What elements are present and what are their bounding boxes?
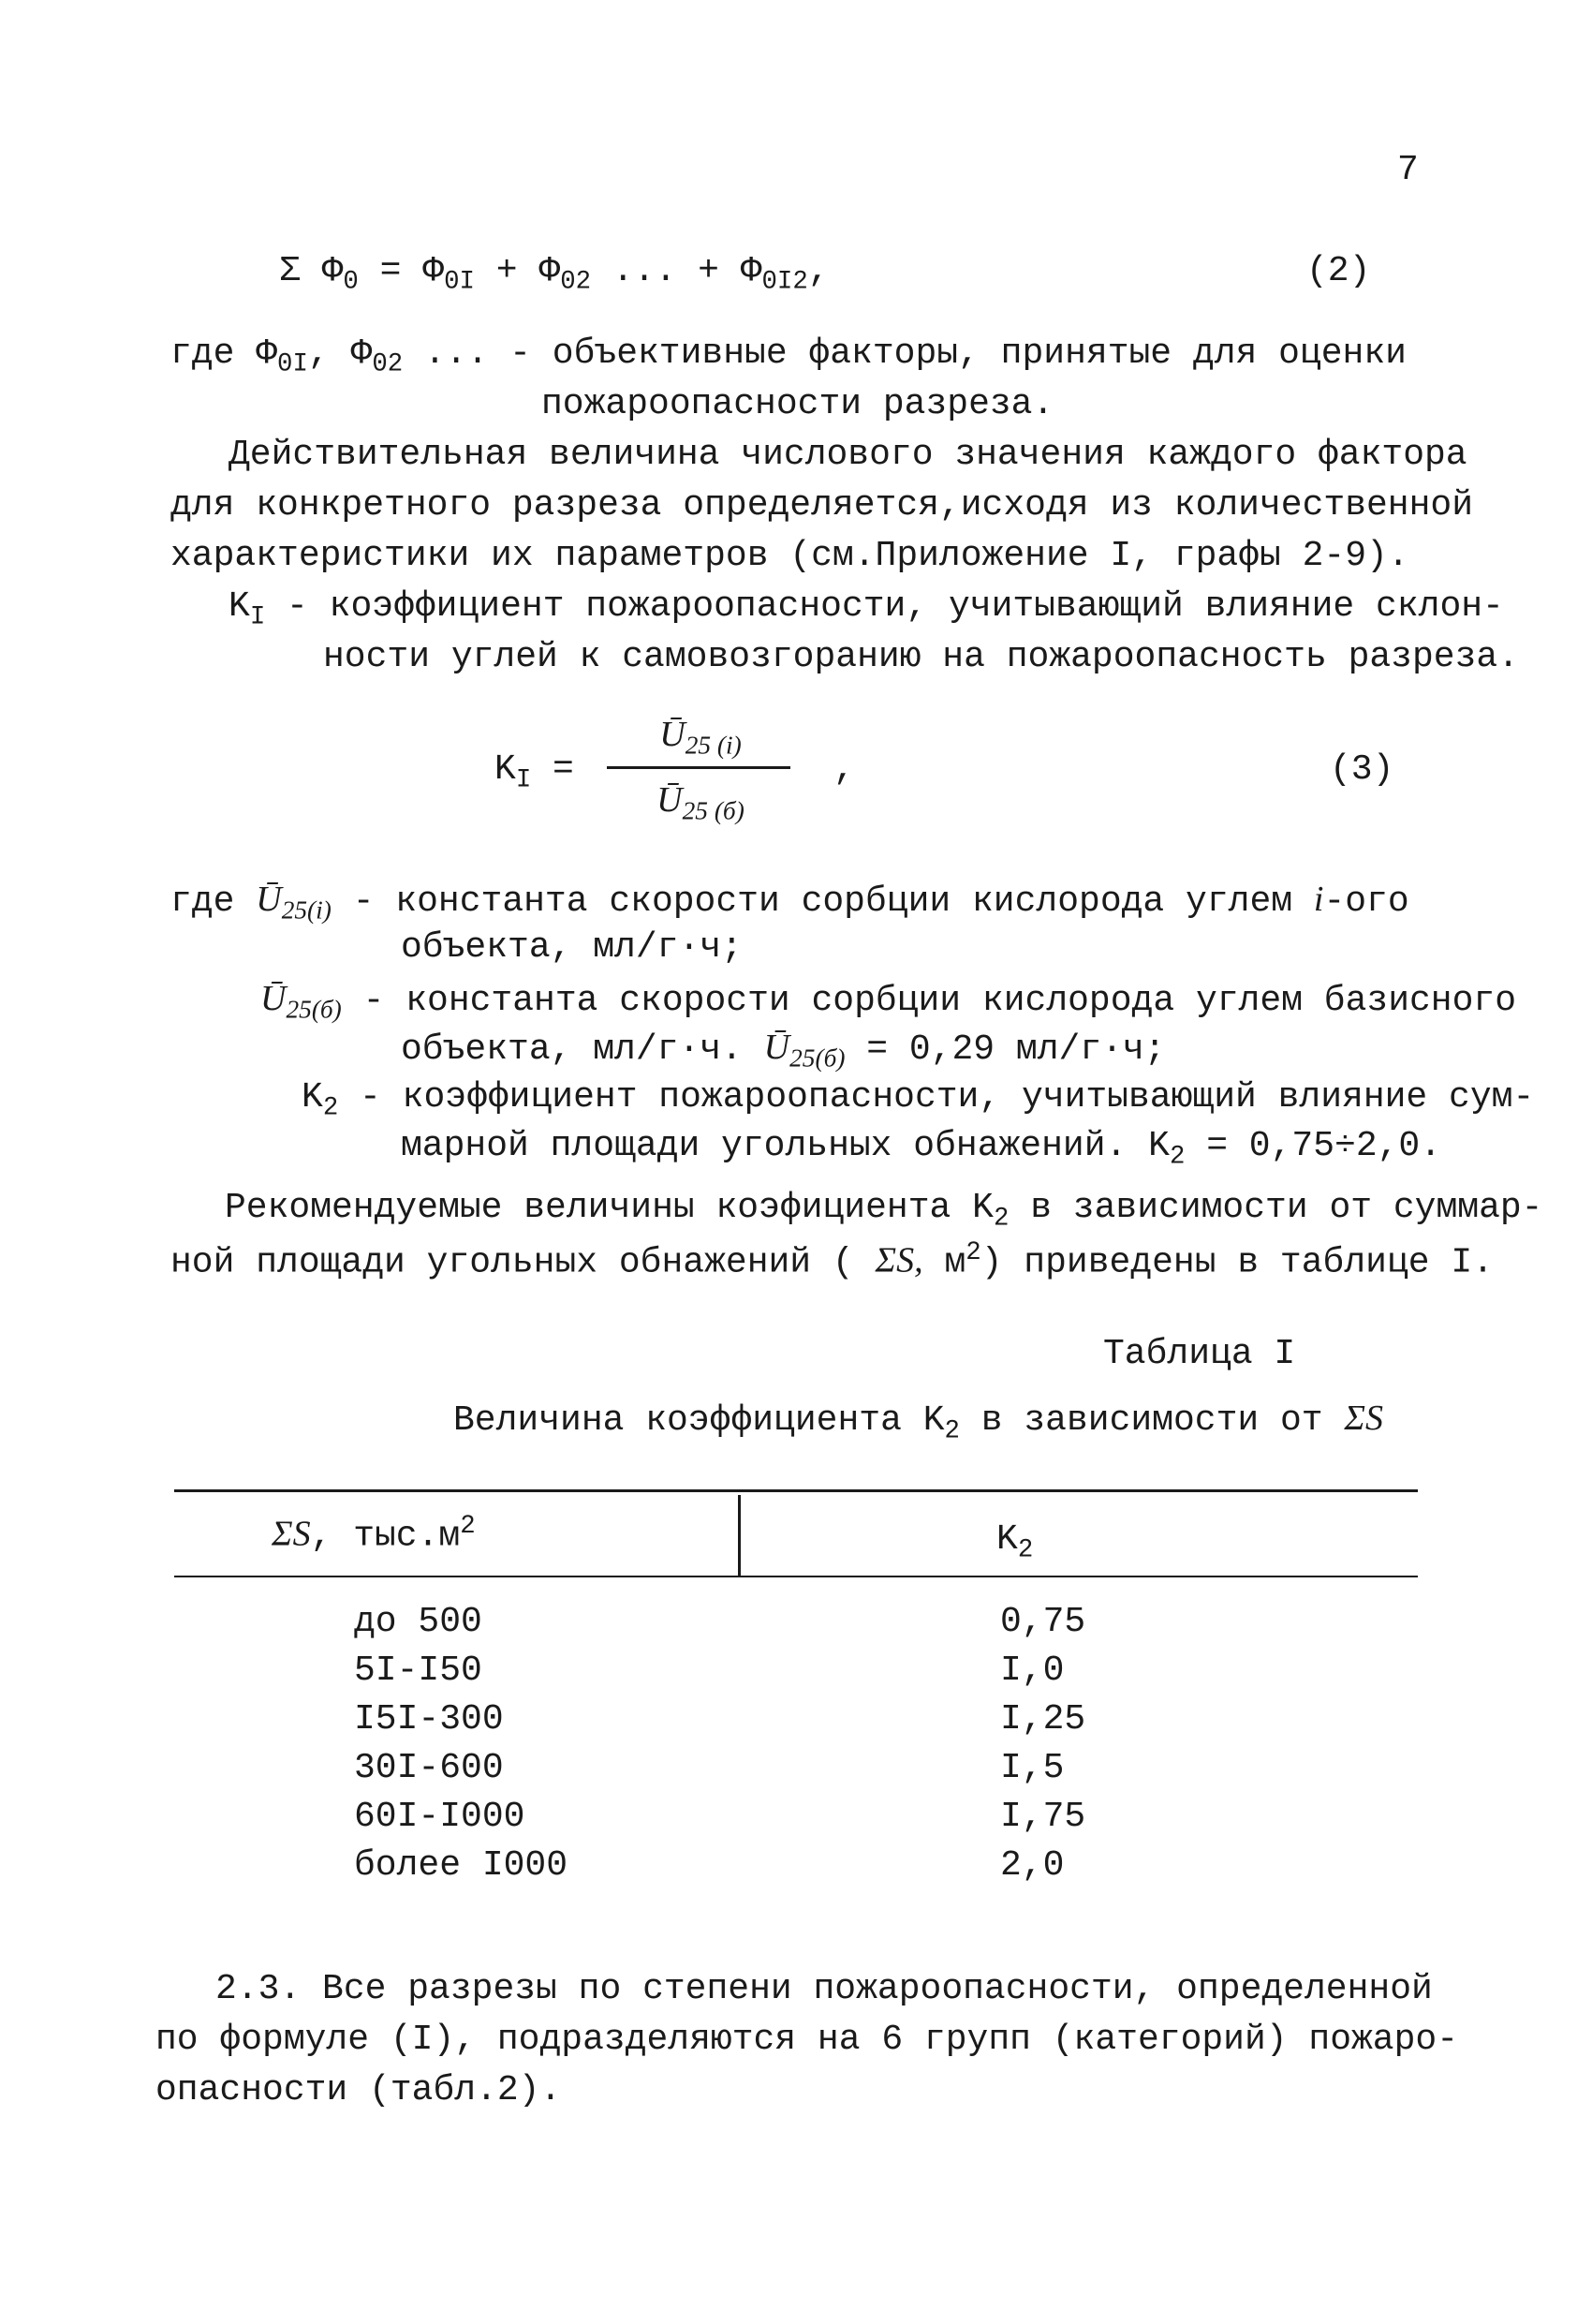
formula-3-comma: , <box>833 749 855 790</box>
para2-line2: ной площади угольных обнажений ( ΣS, $м^2$) приведены в таблице I. <box>170 1238 1494 1283</box>
where-u25i-line2: объекта, мл/г·ч; <box>401 927 743 968</box>
table-cell-range: 5I-I50 <box>354 1650 482 1691</box>
table-cell-range: 30I-600 <box>354 1748 504 1788</box>
para3-line2: по формуле (I), подразделяются на 6 групп (категорий) пожаро- <box>155 2020 1459 2060</box>
para3-line3: опасности (табл.2). <box>155 2070 562 2110</box>
where-u25i-line1: где $Ū_{25(i)}$ - константа скорости сорбции кислорода углем i-ого <box>170 880 1409 925</box>
formula-2: Σ $\Phi_0 = \Phi_{0I} + \Phi_{02}$ ... + $\Phi_{0I2}$, <box>279 251 830 297</box>
para3-line1: 2.3. Все разрезы по степени пожароопасности, определенной <box>215 1969 1433 2009</box>
where-k2-line2: марной площади угольных обнажений. $K_2 = 0,75\div 2,0$. <box>401 1126 1442 1172</box>
table-label: Таблица I <box>1103 1334 1296 1374</box>
para2-line1: Рекомендуемые величины коэфициента $K_2$ в зависимости от суммар- <box>225 1188 1543 1234</box>
page-number: 7 <box>1397 150 1419 190</box>
k1-definition-line1: $K_I$ - коэффициент пожароопасности, учитывающий влияние склон- <box>228 586 1504 632</box>
table-cell-k2: I,0 <box>1000 1650 1065 1691</box>
table-header-divider <box>738 1495 741 1576</box>
table-header-rule <box>174 1576 1418 1577</box>
table-cell-k2: I,75 <box>1000 1797 1086 1837</box>
table-cell-k2: I,25 <box>1000 1699 1086 1739</box>
formula-3-denominator: $Ū_{25 (б)}$ <box>656 780 744 825</box>
where-k2-line1: $K_2$ - коэффициент пожароопасности, учитывающий влияние сум- <box>302 1077 1535 1123</box>
table-cell-range: I5I-300 <box>354 1699 504 1739</box>
para1-line3: характеристики их параметров (см.Приложение I, графы 2-9). <box>170 536 1409 576</box>
table-top-rule <box>174 1489 1418 1492</box>
formula-3-number: (3) <box>1330 749 1394 790</box>
table-caption: Величина коэффициента $K_2$ в зависимости от ΣS <box>453 1399 1384 1446</box>
table-cell-range: 60I-I000 <box>354 1797 525 1837</box>
where-u25b-line1: $Ū_{25(б)}$ - константа скорости сорбции кислорода углем базисного <box>260 979 1517 1024</box>
table-cell-k2: 2,0 <box>1000 1845 1065 1886</box>
table-cell-range: до 500 <box>354 1602 482 1642</box>
table-cell-k2: I,5 <box>1000 1748 1065 1788</box>
table-cell-k2: 0,75 <box>1000 1602 1086 1642</box>
formula-3-lhs: $K_I$ = <box>494 749 574 795</box>
table-header-col1: ΣS, $тыс.м^2$ <box>272 1512 476 1557</box>
formula-2-number: (2) <box>1306 251 1371 291</box>
where-factors-line2: пожароопасности разреза. <box>541 384 1054 424</box>
table-cell-range: более I000 <box>354 1845 568 1886</box>
table-header-col2: $K_2$ <box>996 1519 1034 1565</box>
k1-definition-line2: ности углей к самовозгоранию на пожароопасность разреза. <box>323 637 1520 677</box>
formula-2-lhs: Σ Φ <box>279 251 344 291</box>
formula-3-numerator: $Ū_{25 (i)}$ <box>659 715 742 760</box>
fraction-bar <box>607 766 790 769</box>
where-factors-line1: где $\Phi_{0I}$, $\Phi_{02}$ ... - объективные факторы, принятые для оценки <box>170 333 1407 379</box>
where-u25b-line2: объекта, мл/г·ч. $Ū_{25(б)} = 0,29$ мл/г·ч; <box>401 1028 1166 1073</box>
para1-line1: Действительная величина числового значения каждого фактора <box>228 435 1467 475</box>
para1-line2: для конкретного разреза определяется,исходя из количественной <box>170 485 1474 525</box>
